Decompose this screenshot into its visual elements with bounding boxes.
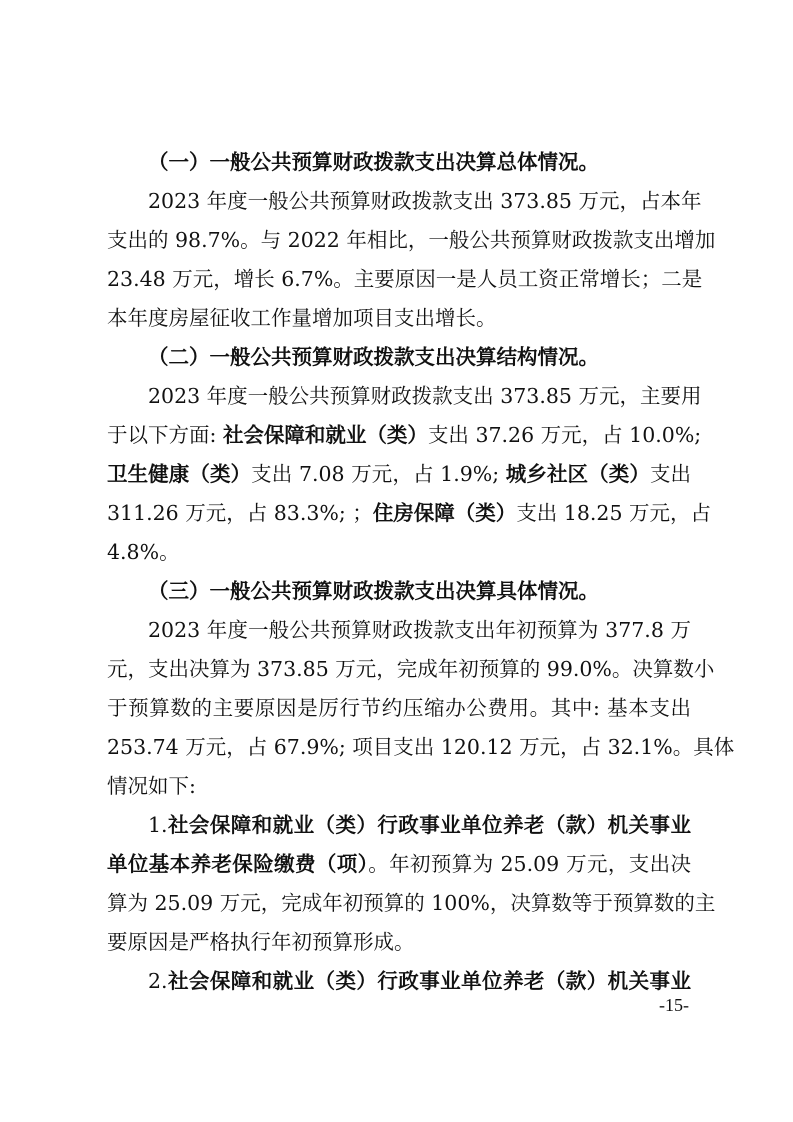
section2-line-3-mid: 支出 7.08 万元，占 1.9%; (251, 462, 506, 486)
section2-line-4 (107, 498, 712, 528)
section3-line-3: 于预算数的主要原因是厉行节约压缩办公费用。其中: 基本支出 (107, 696, 691, 720)
item1-line-1 (148, 810, 691, 840)
section1-line-1: 2023 年度一般公共预算财政拨款支出 373.85 万元，占本年 (148, 189, 702, 213)
item1-line-4: 要原因是严格执行年初预算形成。 (107, 930, 415, 954)
category-urban-rural: 城乡社区（类） (505, 462, 650, 486)
section2-heading: （二）一般公共预算财政拨款支出决算结构情况。 (148, 345, 599, 369)
item2-title: 社会保障和就业（类）行政事业单位养老（款）机关事业 (167, 969, 691, 993)
section1-heading: （一）一般公共预算财政拨款支出决算总体情况。 (148, 150, 599, 174)
category-social-security: 社会保障和就业（类） (222, 423, 428, 447)
section1-line-2: 支出的 98.7%。与 2022 年相比，一般公共预算财政拨款支出增加 (107, 228, 716, 252)
item1-line-3: 算为 25.09 万元，完成年初预算的 100%，决算数等于预算数的主 (107, 891, 716, 915)
section3-line-2: 元，支出决算为 373.85 万元，完成年初预算的 99.0%。决算数小 (107, 657, 715, 681)
section3-heading: （三）一般公共预算财政拨款支出决算具体情况。 (148, 579, 599, 603)
section3-line-5: 情况如下: (107, 774, 196, 798)
category-housing: 住房保障（类） (372, 501, 517, 525)
item1-line-2-post: 。年初预算为 25.09 万元，支出决 (368, 852, 691, 876)
item1-title-cont: 单位基本养老保险缴费（项） (107, 852, 369, 876)
section2-line-5: 4.8%。 (107, 540, 180, 564)
item1-title: 社会保障和就业（类）行政事业单位养老（款）机关事业 (167, 813, 691, 837)
page-number: -15- (659, 995, 689, 1015)
category-health: 卫生健康（类） (107, 462, 252, 486)
item1-number: 1. (148, 813, 168, 837)
section2-line-1: 2023 年度一般公共预算财政拨款支出 373.85 万元，主要用 (148, 384, 702, 408)
item2-line-1 (148, 966, 691, 996)
section3-line-1: 2023 年度一般公共预算财政拨款支出年初预算为 377.8 万 (148, 618, 691, 642)
item2-number: 2. (148, 969, 168, 993)
section1-line-3: 23.48 万元，增长 6.7%。主要原因一是人员工资正常增长；二是 (107, 267, 703, 291)
section3-line-4: 253.74 万元，占 67.9%; 项目支出 120.12 万元，占 32.1%。具体 (107, 735, 735, 759)
section2-line-4-pre: 311.26 万元，占 83.3%; ； (107, 501, 373, 525)
section2-line-4-post: 支出 18.25 万元，占 (516, 501, 712, 525)
section2-line-2 (107, 420, 702, 450)
section1-line-4: 本年度房屋征收工作量增加项目支出增长。 (107, 306, 497, 330)
section2-line-3-post: 支出 (649, 462, 692, 486)
item1-line-2 (107, 849, 691, 879)
section2-line-3 (107, 459, 691, 489)
section2-line-2-pre: 于以下方面: (107, 423, 223, 447)
section2-line-2-post: 支出 37.26 万元，占 10.0%; (427, 423, 702, 447)
